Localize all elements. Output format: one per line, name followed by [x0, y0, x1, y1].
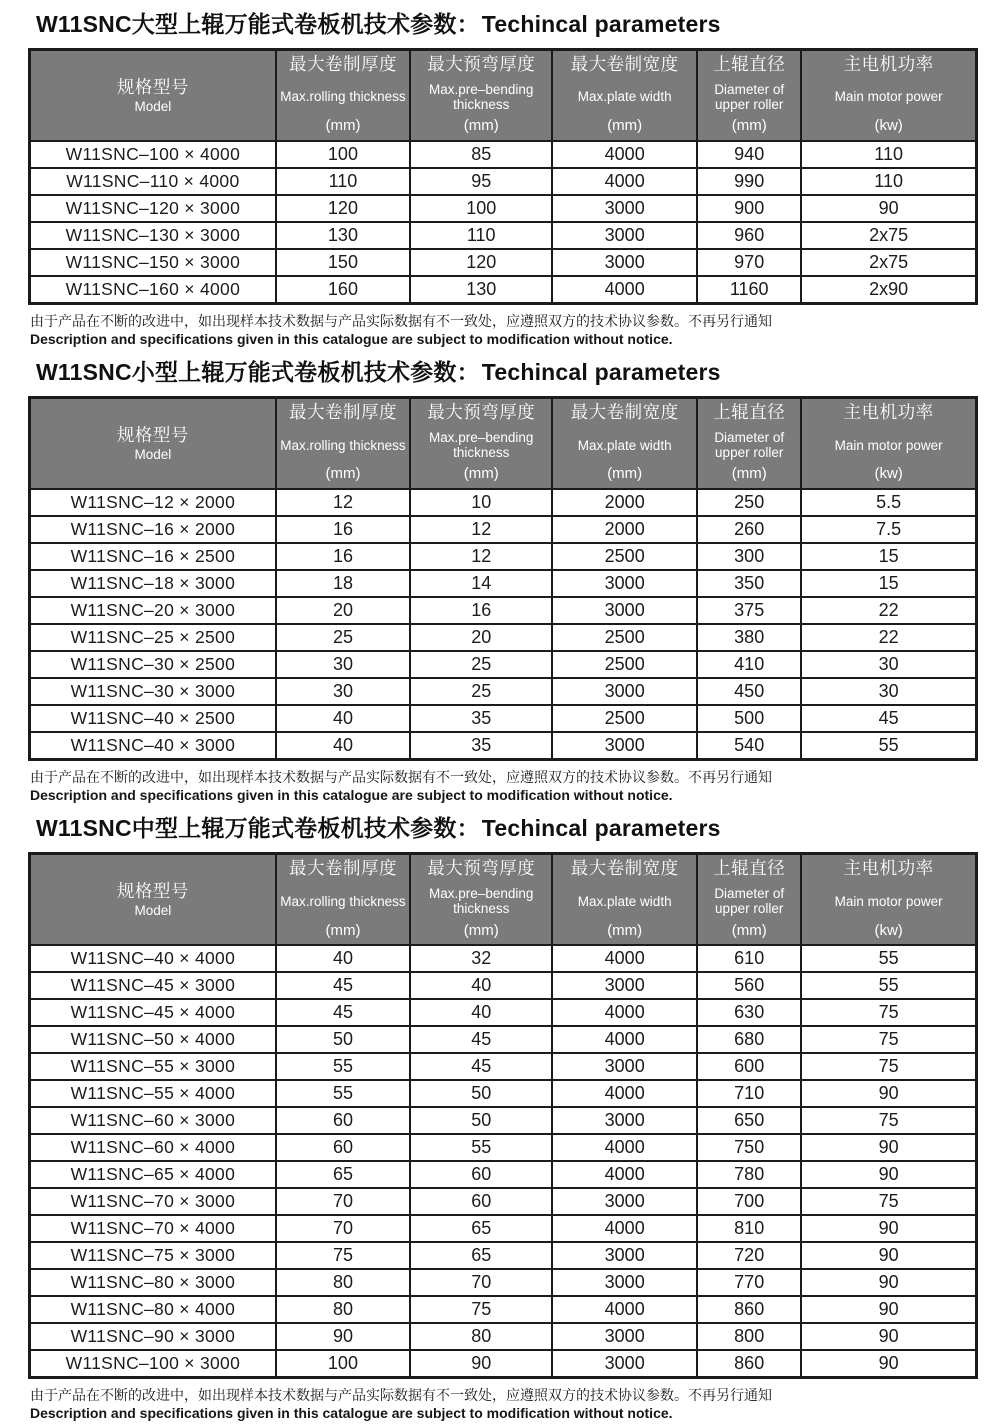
value-cell: 75 — [801, 1188, 976, 1215]
value-cell: 80 — [410, 1323, 552, 1350]
value-cell: 16 — [276, 543, 410, 570]
value-cell: 90 — [801, 1134, 976, 1161]
value-cell: 25 — [410, 651, 552, 678]
column-header: 上辊直径 Diameter of upper roller (mm) — [697, 854, 801, 946]
value-cell: 3000 — [552, 1350, 697, 1378]
value-cell: 40 — [276, 732, 410, 760]
model-cell: W11SNC–50 × 4000 — [30, 1026, 276, 1053]
value-cell: 300 — [697, 543, 801, 570]
value-cell: 30 — [801, 678, 976, 705]
value-cell: 40 — [410, 999, 552, 1026]
value-cell: 40 — [276, 945, 410, 972]
value-cell: 85 — [410, 141, 552, 168]
value-cell: 3000 — [552, 1107, 697, 1134]
disclaimer-english: Description and specifications given in this catalogue are subject to modification without notice. — [30, 787, 673, 804]
value-cell: 65 — [276, 1161, 410, 1188]
value-cell: 75 — [801, 1107, 976, 1134]
value-cell: 70 — [276, 1215, 410, 1242]
value-cell: 4000 — [552, 1215, 697, 1242]
column-header: 最大预弯厚度 Max.pre–bending thickness (mm) — [410, 397, 552, 489]
model-cell: W11SNC–45 × 3000 — [30, 972, 276, 999]
table-row — [30, 1350, 977, 1378]
value-cell: 940 — [697, 141, 801, 168]
value-cell: 14 — [410, 570, 552, 597]
table-row — [30, 1188, 977, 1215]
value-cell: 30 — [276, 678, 410, 705]
section-title — [36, 358, 986, 387]
value-cell: 110 — [801, 141, 976, 168]
value-cell: 75 — [410, 1296, 552, 1323]
value-cell: 2x75 — [801, 222, 976, 249]
disclaimer — [30, 1386, 986, 1422]
model-cell: W11SNC–150 × 3000 — [30, 249, 276, 276]
disclaimer-english: Description and specifications given in this catalogue are subject to modification without notice. — [30, 1405, 673, 1422]
value-cell: 75 — [276, 1242, 410, 1269]
table-row — [30, 1323, 977, 1350]
value-cell: 710 — [697, 1080, 801, 1107]
model-cell: W11SNC–40 × 3000 — [30, 732, 276, 760]
model-cell: W11SNC–30 × 2500 — [30, 651, 276, 678]
table-row — [30, 276, 977, 304]
table-row — [30, 732, 977, 760]
table-row — [30, 570, 977, 597]
value-cell: 75 — [801, 999, 976, 1026]
column-header: 主电机功率 Main motor power (kw) — [801, 854, 976, 946]
value-cell: 12 — [276, 489, 410, 516]
spec-section — [28, 358, 986, 804]
value-cell: 95 — [410, 168, 552, 195]
section-title-chinese: W11SNC小型上辊万能式卷板机技术参数： — [36, 359, 480, 386]
sections-container — [28, 10, 986, 1422]
value-cell: 70 — [276, 1188, 410, 1215]
value-cell: 4000 — [552, 276, 697, 304]
table-row — [30, 1134, 977, 1161]
disclaimer — [30, 768, 986, 804]
model-cell: W11SNC–75 × 3000 — [30, 1242, 276, 1269]
value-cell: 3000 — [552, 597, 697, 624]
value-cell: 90 — [801, 1242, 976, 1269]
table-row — [30, 543, 977, 570]
value-cell: 90 — [801, 1323, 976, 1350]
value-cell: 810 — [697, 1215, 801, 1242]
table-row — [30, 945, 977, 972]
value-cell: 45 — [801, 705, 976, 732]
model-cell: W11SNC–16 × 2500 — [30, 543, 276, 570]
model-cell: W11SNC–65 × 4000 — [30, 1161, 276, 1188]
column-header: 规格型号 Model — [30, 397, 276, 489]
table-header — [30, 854, 977, 946]
value-cell: 610 — [697, 945, 801, 972]
column-header: 上辊直径 Diameter of upper roller (mm) — [697, 49, 801, 141]
value-cell: 60 — [410, 1161, 552, 1188]
column-header: 最大卷制厚度 Max.rolling thickness (mm) — [276, 49, 410, 141]
value-cell: 410 — [697, 651, 801, 678]
spec-table — [28, 48, 978, 305]
value-cell: 55 — [276, 1053, 410, 1080]
value-cell: 3000 — [552, 249, 697, 276]
model-cell: W11SNC–20 × 3000 — [30, 597, 276, 624]
value-cell: 90 — [801, 1296, 976, 1323]
value-cell: 2000 — [552, 516, 697, 543]
column-header: 主电机功率 Main motor power (kw) — [801, 49, 976, 141]
table-row — [30, 597, 977, 624]
value-cell: 110 — [801, 168, 976, 195]
value-cell: 800 — [697, 1323, 801, 1350]
value-cell: 55 — [276, 1080, 410, 1107]
value-cell: 20 — [410, 624, 552, 651]
value-cell: 3000 — [552, 222, 697, 249]
value-cell: 560 — [697, 972, 801, 999]
value-cell: 120 — [410, 249, 552, 276]
value-cell: 3000 — [552, 732, 697, 760]
value-cell: 350 — [697, 570, 801, 597]
column-header: 最大卷制厚度 Max.rolling thickness (mm) — [276, 397, 410, 489]
column-header: 最大预弯厚度 Max.pre–bending thickness (mm) — [410, 854, 552, 946]
column-header: 规格型号 Model — [30, 49, 276, 141]
model-cell: W11SNC–60 × 3000 — [30, 1107, 276, 1134]
table-row — [30, 516, 977, 543]
table-row — [30, 1269, 977, 1296]
model-cell: W11SNC–55 × 3000 — [30, 1053, 276, 1080]
value-cell: 90 — [801, 1269, 976, 1296]
column-header: 上辊直径 Diameter of upper roller (mm) — [697, 397, 801, 489]
value-cell: 12 — [410, 543, 552, 570]
value-cell: 100 — [410, 195, 552, 222]
section-title-english: Techincal parameters — [481, 815, 721, 842]
value-cell: 32 — [410, 945, 552, 972]
column-header: 最大卷制宽度 Max.plate width (mm) — [552, 854, 697, 946]
value-cell: 4000 — [552, 1134, 697, 1161]
value-cell: 130 — [276, 222, 410, 249]
table-row — [30, 249, 977, 276]
model-cell: W11SNC–18 × 3000 — [30, 570, 276, 597]
value-cell: 22 — [801, 624, 976, 651]
value-cell: 60 — [276, 1134, 410, 1161]
value-cell: 100 — [276, 141, 410, 168]
column-header: 规格型号 Model — [30, 854, 276, 946]
value-cell: 45 — [276, 999, 410, 1026]
value-cell: 55 — [410, 1134, 552, 1161]
value-cell: 65 — [410, 1242, 552, 1269]
model-cell: W11SNC–80 × 3000 — [30, 1269, 276, 1296]
spec-table — [28, 852, 978, 1379]
value-cell: 50 — [410, 1080, 552, 1107]
table-row — [30, 1242, 977, 1269]
spec-section — [28, 10, 986, 348]
model-cell: W11SNC–30 × 3000 — [30, 678, 276, 705]
value-cell: 22 — [801, 597, 976, 624]
column-header: 最大卷制宽度 Max.plate width (mm) — [552, 49, 697, 141]
value-cell: 4000 — [552, 1296, 697, 1323]
model-cell: W11SNC–160 × 4000 — [30, 276, 276, 304]
model-cell: W11SNC–100 × 3000 — [30, 1350, 276, 1378]
table-header — [30, 49, 977, 141]
value-cell: 18 — [276, 570, 410, 597]
table-header — [30, 397, 977, 489]
table-row — [30, 1107, 977, 1134]
value-cell: 960 — [697, 222, 801, 249]
value-cell: 860 — [697, 1296, 801, 1323]
value-cell: 4000 — [552, 168, 697, 195]
table-row — [30, 705, 977, 732]
disclaimer-chinese: 由于产品在不断的改进中，如出现样本技术数据与产品实际数据有不一致处，应遵照双方的技术协议参数。不再另行通知 — [30, 1387, 772, 1403]
model-cell: W11SNC–110 × 4000 — [30, 168, 276, 195]
table-body — [30, 945, 977, 1378]
section-title-english: Techincal parameters — [481, 359, 721, 386]
table-row — [30, 1161, 977, 1188]
table-row — [30, 141, 977, 168]
model-cell: W11SNC–12 × 2000 — [30, 489, 276, 516]
value-cell: 3000 — [552, 1242, 697, 1269]
value-cell: 3000 — [552, 570, 697, 597]
value-cell: 12 — [410, 516, 552, 543]
value-cell: 70 — [410, 1269, 552, 1296]
value-cell: 20 — [276, 597, 410, 624]
table-row — [30, 489, 977, 516]
value-cell: 1160 — [697, 276, 801, 304]
value-cell: 3000 — [552, 1053, 697, 1080]
value-cell: 25 — [276, 624, 410, 651]
value-cell: 990 — [697, 168, 801, 195]
table-row — [30, 999, 977, 1026]
value-cell: 16 — [276, 516, 410, 543]
model-cell: W11SNC–90 × 3000 — [30, 1323, 276, 1350]
value-cell: 110 — [276, 168, 410, 195]
table-row — [30, 1296, 977, 1323]
value-cell: 90 — [276, 1323, 410, 1350]
model-cell: W11SNC–40 × 4000 — [30, 945, 276, 972]
value-cell: 4000 — [552, 141, 697, 168]
model-cell: W11SNC–130 × 3000 — [30, 222, 276, 249]
value-cell: 630 — [697, 999, 801, 1026]
value-cell: 3000 — [552, 972, 697, 999]
value-cell: 2500 — [552, 543, 697, 570]
model-cell: W11SNC–25 × 2500 — [30, 624, 276, 651]
model-cell: W11SNC–80 × 4000 — [30, 1296, 276, 1323]
value-cell: 65 — [410, 1215, 552, 1242]
column-header: 主电机功率 Main motor power (kw) — [801, 397, 976, 489]
value-cell: 900 — [697, 195, 801, 222]
section-title-chinese: W11SNC中型上辊万能式卷板机技术参数： — [36, 815, 480, 842]
table-row — [30, 678, 977, 705]
table-row — [30, 624, 977, 651]
value-cell: 3000 — [552, 1188, 697, 1215]
value-cell: 45 — [410, 1026, 552, 1053]
value-cell: 55 — [801, 972, 976, 999]
disclaimer — [30, 312, 986, 348]
value-cell: 450 — [697, 678, 801, 705]
value-cell: 45 — [410, 1053, 552, 1080]
value-cell: 90 — [801, 1080, 976, 1107]
value-cell: 30 — [801, 651, 976, 678]
column-header: 最大卷制厚度 Max.rolling thickness (mm) — [276, 854, 410, 946]
value-cell: 50 — [276, 1026, 410, 1053]
value-cell: 90 — [801, 1215, 976, 1242]
value-cell: 700 — [697, 1188, 801, 1215]
value-cell: 3000 — [552, 678, 697, 705]
value-cell: 770 — [697, 1269, 801, 1296]
value-cell: 4000 — [552, 1161, 697, 1188]
value-cell: 970 — [697, 249, 801, 276]
value-cell: 3000 — [552, 195, 697, 222]
section-title-english: Techincal parameters — [481, 11, 721, 37]
value-cell: 250 — [697, 489, 801, 516]
value-cell: 780 — [697, 1161, 801, 1188]
model-cell: W11SNC–70 × 3000 — [30, 1188, 276, 1215]
value-cell: 260 — [697, 516, 801, 543]
value-cell: 110 — [410, 222, 552, 249]
value-cell: 40 — [410, 972, 552, 999]
table-body — [30, 141, 977, 304]
value-cell: 80 — [276, 1296, 410, 1323]
model-cell: W11SNC–16 × 2000 — [30, 516, 276, 543]
disclaimer-chinese: 由于产品在不断的改进中，如出现样本技术数据与产品实际数据有不一致处，应遵照双方的技术协议参数。不再另行通知 — [30, 768, 772, 785]
value-cell: 10 — [410, 489, 552, 516]
value-cell: 380 — [697, 624, 801, 651]
table-row — [30, 1053, 977, 1080]
value-cell: 80 — [276, 1269, 410, 1296]
value-cell: 90 — [801, 1350, 976, 1378]
section-title — [36, 814, 986, 843]
model-cell: W11SNC–40 × 2500 — [30, 705, 276, 732]
value-cell: 100 — [276, 1350, 410, 1378]
table-row — [30, 972, 977, 999]
value-cell: 4000 — [552, 1026, 697, 1053]
value-cell: 16 — [410, 597, 552, 624]
value-cell: 2x90 — [801, 276, 976, 304]
table-row — [30, 222, 977, 249]
value-cell: 2x75 — [801, 249, 976, 276]
value-cell: 4000 — [552, 945, 697, 972]
value-cell: 4000 — [552, 1080, 697, 1107]
table-row — [30, 651, 977, 678]
table-row — [30, 1080, 977, 1107]
value-cell: 160 — [276, 276, 410, 304]
value-cell: 3000 — [552, 1269, 697, 1296]
value-cell: 35 — [410, 705, 552, 732]
value-cell: 25 — [410, 678, 552, 705]
table-body — [30, 489, 977, 760]
table-row — [30, 1215, 977, 1242]
value-cell: 55 — [801, 945, 976, 972]
model-cell: W11SNC–60 × 4000 — [30, 1134, 276, 1161]
value-cell: 130 — [410, 276, 552, 304]
value-cell: 2500 — [552, 651, 697, 678]
value-cell: 75 — [801, 1053, 976, 1080]
spec-table — [28, 396, 978, 761]
model-cell: W11SNC–100 × 4000 — [30, 141, 276, 168]
table-row — [30, 168, 977, 195]
column-header: 最大卷制宽度 Max.plate width (mm) — [552, 397, 697, 489]
value-cell: 750 — [697, 1134, 801, 1161]
section-title — [36, 10, 986, 39]
value-cell: 4000 — [552, 999, 697, 1026]
model-cell: W11SNC–120 × 3000 — [30, 195, 276, 222]
table-row — [30, 195, 977, 222]
value-cell: 2000 — [552, 489, 697, 516]
disclaimer-english: Description and specifications given in this catalogue are subject to modification without notice. — [30, 330, 673, 347]
value-cell: 680 — [697, 1026, 801, 1053]
model-cell: W11SNC–45 × 4000 — [30, 999, 276, 1026]
value-cell: 600 — [697, 1053, 801, 1080]
value-cell: 50 — [410, 1107, 552, 1134]
disclaimer-chinese: 由于产品在不断的改进中，如出现样本技术数据与产品实际数据有不一致处，应遵照双方的技术协议参数。不再另行通知 — [30, 312, 772, 329]
model-cell: W11SNC–55 × 4000 — [30, 1080, 276, 1107]
value-cell: 75 — [801, 1026, 976, 1053]
table-row — [30, 1026, 977, 1053]
value-cell: 540 — [697, 732, 801, 760]
value-cell: 2500 — [552, 705, 697, 732]
value-cell: 90 — [801, 195, 976, 222]
value-cell: 650 — [697, 1107, 801, 1134]
value-cell: 150 — [276, 249, 410, 276]
value-cell: 500 — [697, 705, 801, 732]
value-cell: 3000 — [552, 1323, 697, 1350]
value-cell: 60 — [410, 1188, 552, 1215]
value-cell: 30 — [276, 651, 410, 678]
value-cell: 15 — [801, 570, 976, 597]
value-cell: 45 — [276, 972, 410, 999]
spec-section — [28, 814, 986, 1422]
value-cell: 90 — [410, 1350, 552, 1378]
value-cell: 860 — [697, 1350, 801, 1378]
value-cell: 120 — [276, 195, 410, 222]
value-cell: 90 — [801, 1161, 976, 1188]
value-cell: 15 — [801, 543, 976, 570]
section-title-chinese: W11SNC大型上辊万能式卷板机技术参数： — [36, 11, 480, 37]
value-cell: 55 — [801, 732, 976, 760]
value-cell: 2500 — [552, 624, 697, 651]
value-cell: 7.5 — [801, 516, 976, 543]
value-cell: 40 — [276, 705, 410, 732]
model-cell: W11SNC–70 × 4000 — [30, 1215, 276, 1242]
value-cell: 35 — [410, 732, 552, 760]
value-cell: 720 — [697, 1242, 801, 1269]
column-header: 最大预弯厚度 Max.pre–bending thickness (mm) — [410, 49, 552, 141]
value-cell: 60 — [276, 1107, 410, 1134]
value-cell: 5.5 — [801, 489, 976, 516]
value-cell: 375 — [697, 597, 801, 624]
